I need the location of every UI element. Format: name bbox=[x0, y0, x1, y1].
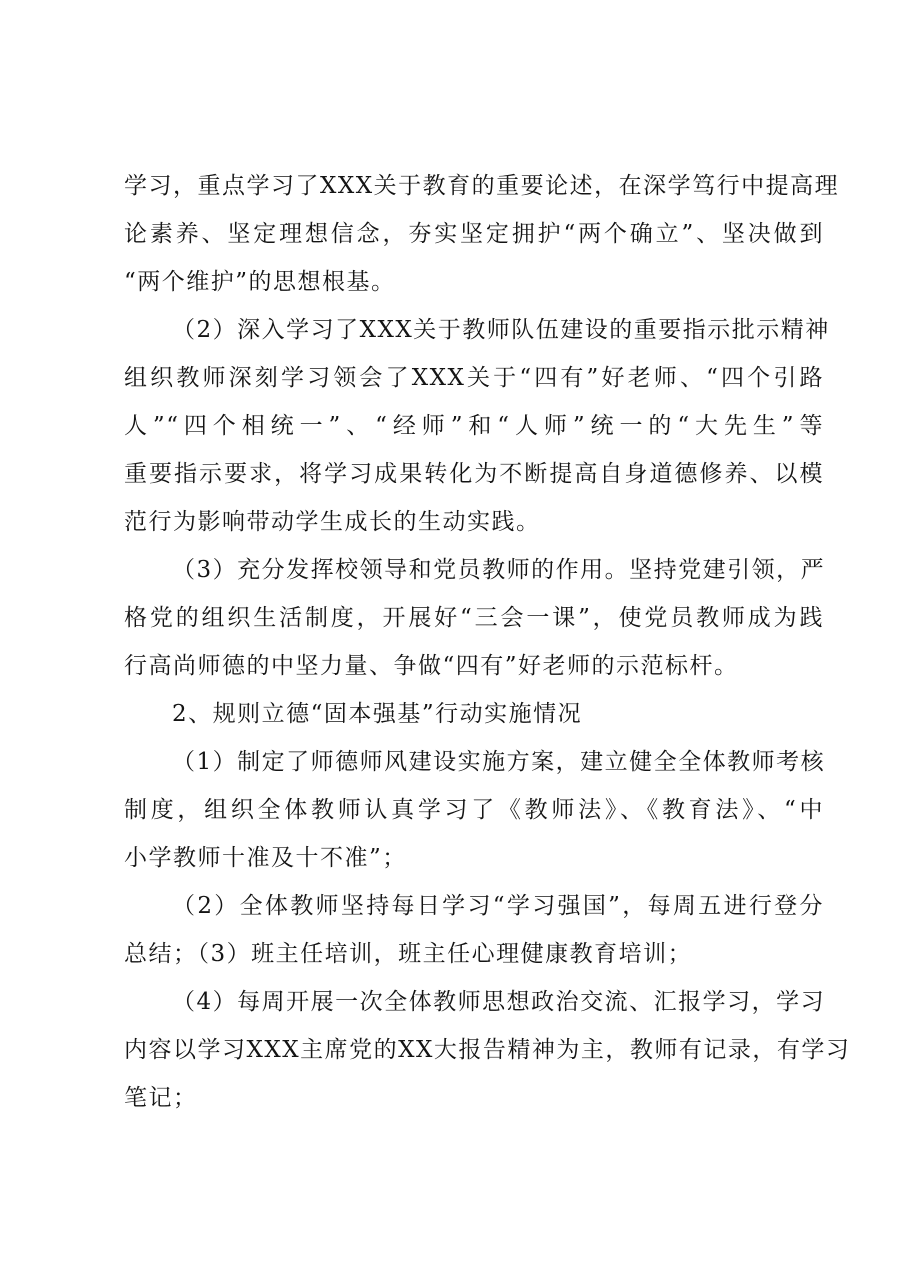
paragraph-line: （4）每周开展一次全体教师思想政治交流、汇报学习，学习 bbox=[172, 989, 826, 1015]
paragraph-line: 格党的组织生活制度，开展好“三会一课”，使党员教师成为践 bbox=[124, 605, 824, 631]
paragraph-line: （2）全体教师坚持每日学习“学习强国”，每周五进行登分 bbox=[172, 893, 824, 919]
paragraph-line: 行高尚师德的中坚力量、争做“四有”好老师的示范标杆。 bbox=[124, 653, 739, 679]
paragraph-line: 内容以学习XXX主席党的XX大报告精神为主，教师有记录，有学习 bbox=[124, 1037, 851, 1063]
section-heading: 2、规则立德“固本强基”行动实施情况 bbox=[172, 701, 583, 727]
paragraph-line: 小学教师十准及十不准”； bbox=[124, 845, 407, 871]
paragraph-line: （2）深入学习了XXX关于教师队伍建设的重要指示批示精神 bbox=[172, 317, 830, 343]
paragraph-line: （1）制定了师德师风建设实施方案，建立健全全体教师考核 bbox=[172, 749, 826, 775]
paragraph-line: 论素养、坚定理想信念，夯实坚定拥护“两个确立”、坚决做到 bbox=[124, 221, 824, 247]
paragraph-line: 范行为影响带动学生成长的生动实践。 bbox=[124, 509, 541, 535]
paragraph-line: 重要指示要求，将学习成果转化为不断提高自身道德修养、以模 bbox=[124, 461, 824, 487]
paragraph-line: （3）充分发挥校领导和党员教师的作用。坚持党建引领，严 bbox=[172, 557, 826, 583]
paragraph-line: 组织教师深刻学习领会了XXX关于“四有”好老师、“四个引路 bbox=[124, 365, 824, 391]
paragraph-line: “两个维护”的思想根基。 bbox=[124, 269, 396, 295]
paragraph-line: 制度，组织全体教师认真学习了《教师法》、《教育法》、“中 bbox=[124, 797, 824, 823]
paragraph-line: 人”“四个相统一”、“经师”和“人师”统一的“大先生”等 bbox=[124, 413, 824, 439]
paragraph-line: 学习，重点学习了XXX关于教育的重要论述，在深学笃行中提高理 bbox=[124, 173, 840, 199]
paragraph-line: 笔记； bbox=[124, 1085, 198, 1111]
paragraph-line: 总结；（3）班主任培训，班主任心理健康教育培训； bbox=[124, 941, 693, 967]
